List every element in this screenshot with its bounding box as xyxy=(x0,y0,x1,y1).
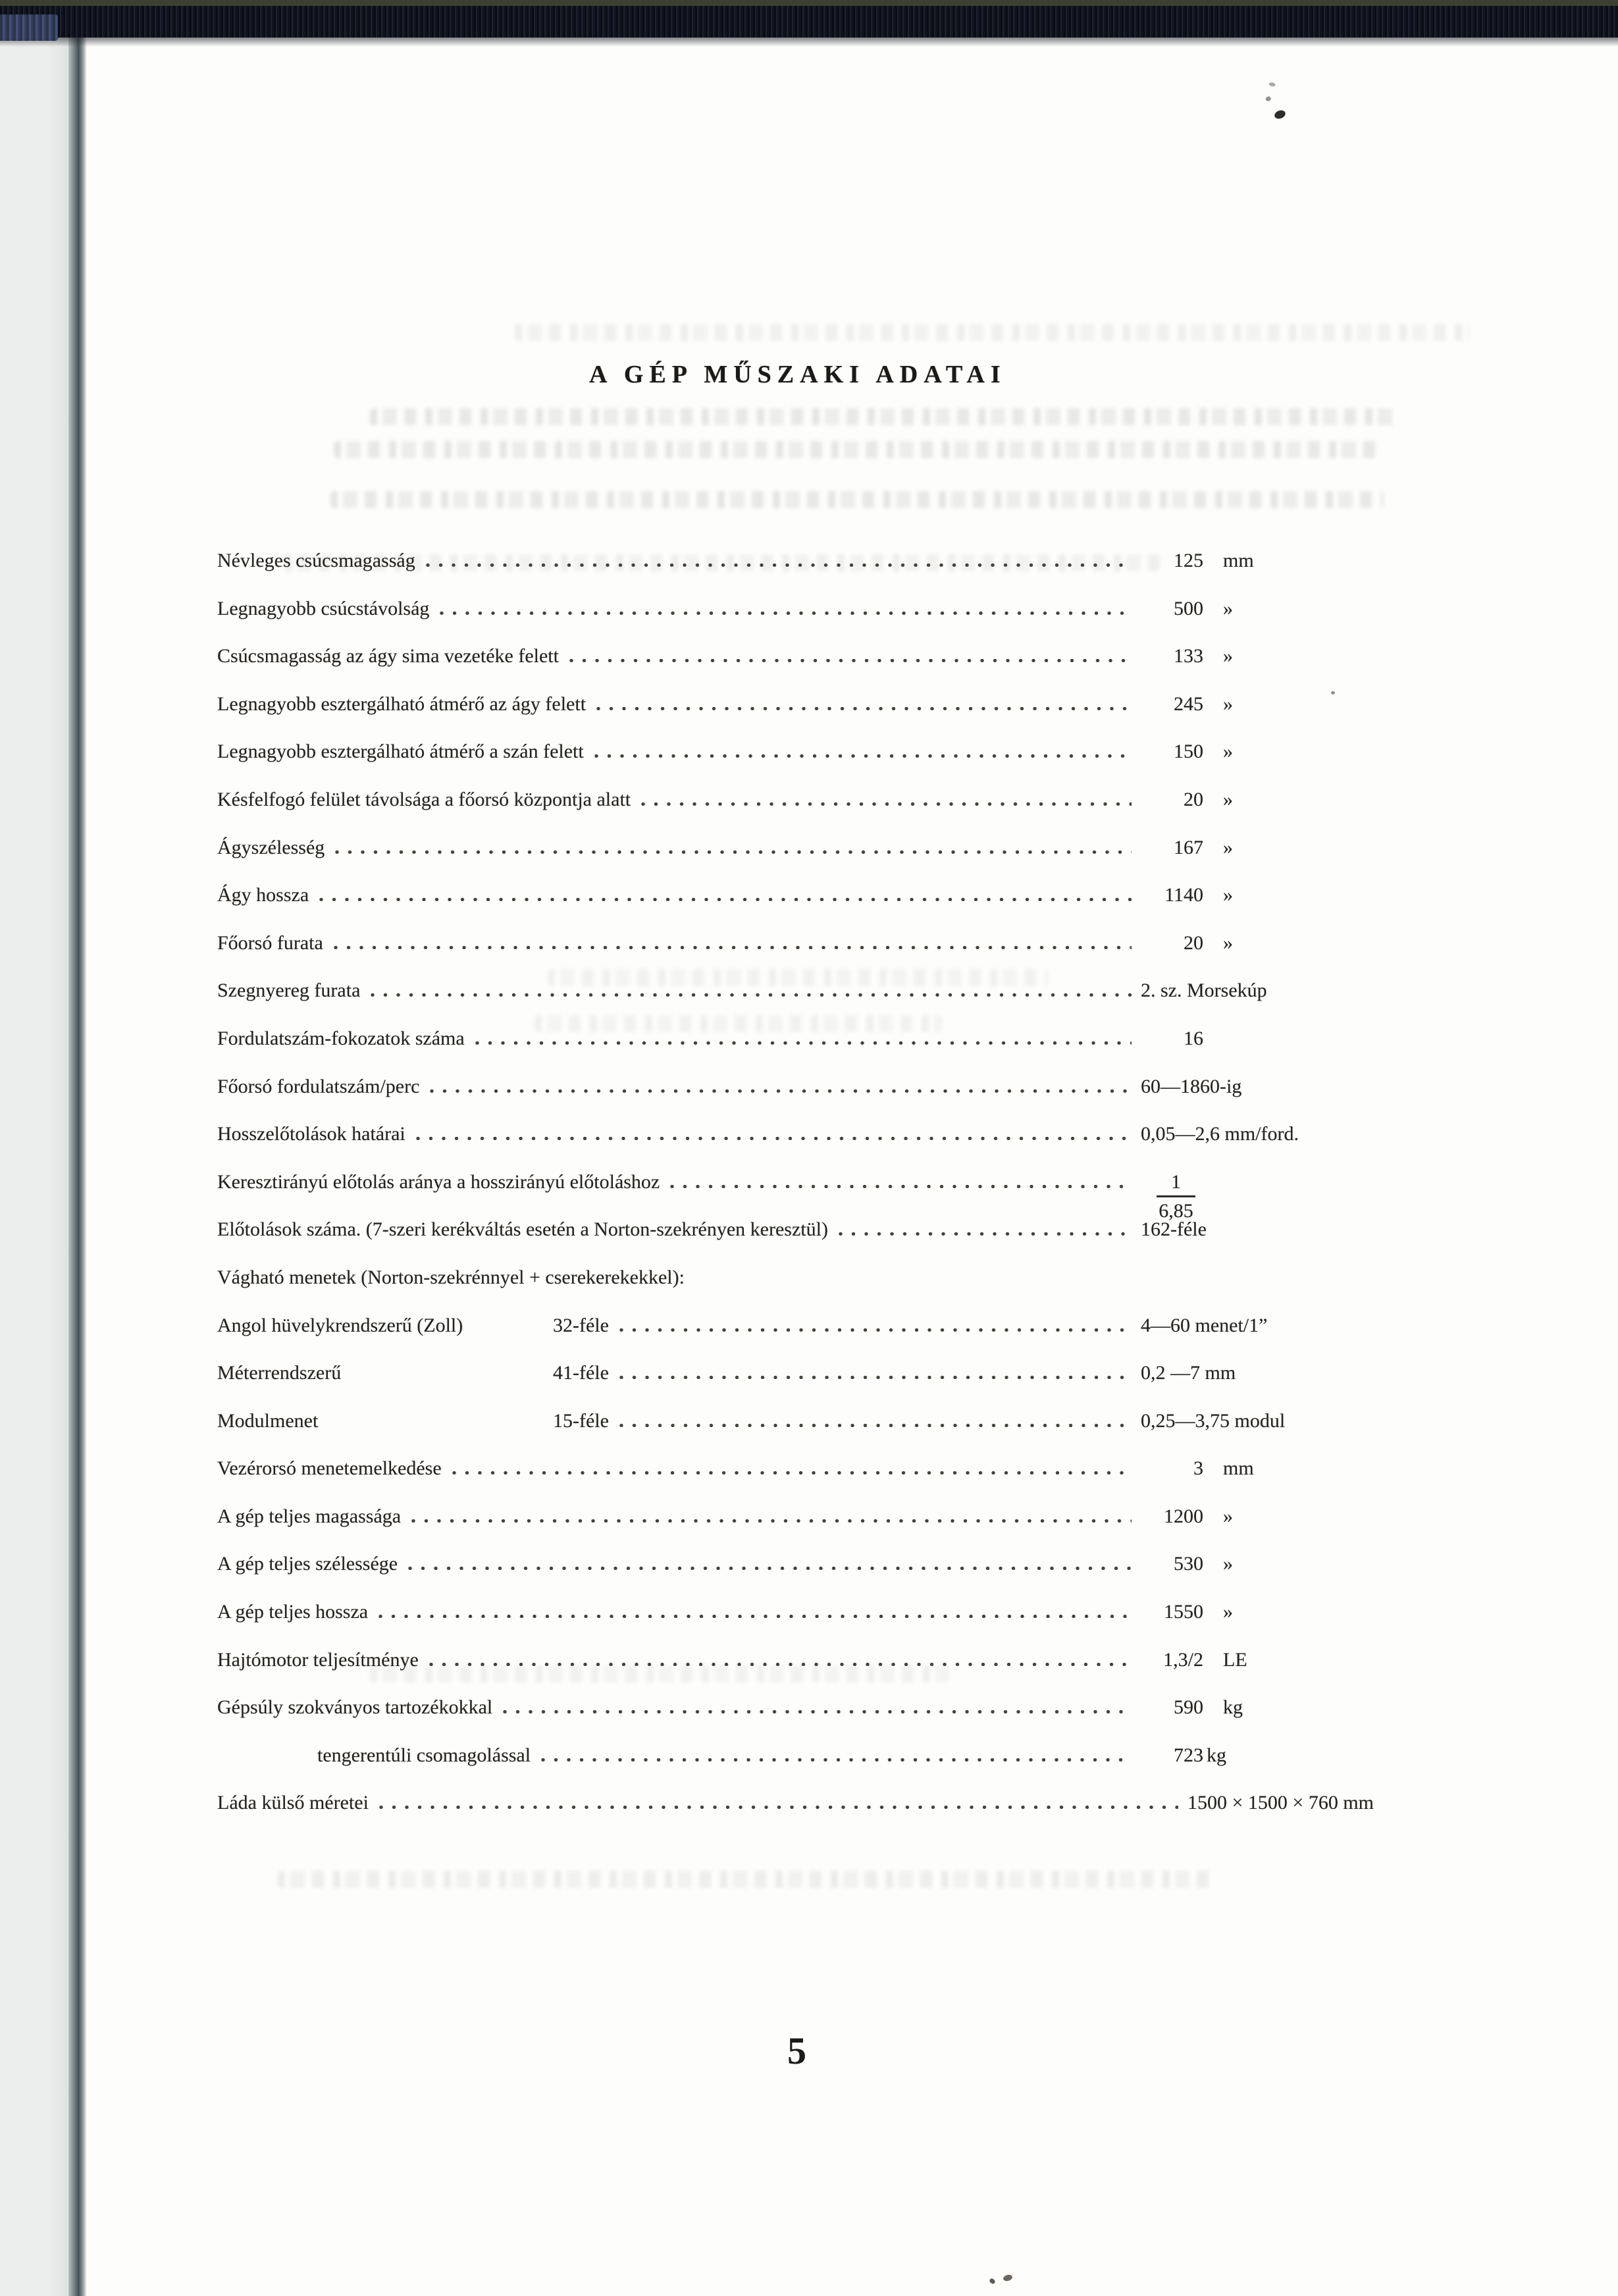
spec-row xyxy=(217,1015,1425,1063)
ink-smudge xyxy=(1331,691,1335,694)
dotted-leader xyxy=(619,1328,1132,1332)
spec-count: 41-féle xyxy=(553,1362,609,1384)
spec-label: Hajtómotor teljesítménye xyxy=(217,1648,419,1671)
dotted-leader xyxy=(475,1041,1132,1045)
spec-value-number: 20 xyxy=(1184,931,1203,954)
spec-label: Csúcsmagasság az ágy sima vezetéke felett xyxy=(217,645,559,667)
spec-value-unit: » xyxy=(1223,645,1233,667)
dotted-leader xyxy=(416,1137,1132,1140)
spec-label: Vágható menetek (Norton-szekrénnyel + cserekerekekkel): xyxy=(217,1266,685,1288)
spec-value xyxy=(1141,1015,1425,1063)
spec-row xyxy=(217,1063,1425,1111)
spec-value xyxy=(1141,1540,1425,1588)
spec-label: Ágyszélesség xyxy=(217,836,325,858)
page-stack-edge xyxy=(0,38,68,2296)
spec-row xyxy=(217,1254,1425,1302)
spec-label: Vezérorsó menetemelkedése xyxy=(217,1457,442,1480)
dotted-leader xyxy=(426,563,1132,567)
bleedthrough-artifact xyxy=(370,408,1397,425)
dotted-leader xyxy=(594,754,1132,758)
bleedthrough-artifact xyxy=(278,1871,1213,1888)
dotted-leader xyxy=(619,1424,1132,1427)
spec-label: Ágy hossza xyxy=(217,884,309,906)
spec-label: Láda külső méretei xyxy=(217,1792,369,1814)
spec-row xyxy=(217,872,1425,920)
spec-value-unit: » xyxy=(1223,741,1233,763)
spec-value: 162-féle xyxy=(1141,1218,1207,1241)
spec-value-unit: kg xyxy=(1223,1696,1243,1719)
dotted-leader xyxy=(596,707,1132,710)
fraction-numerator: 1 xyxy=(1157,1171,1195,1197)
spec-value-unit: mm xyxy=(1223,550,1254,571)
spec-value: 0,2 —7 mm xyxy=(1141,1362,1236,1384)
spec-value-unit: » xyxy=(1223,1553,1233,1575)
spec-value-unit: » xyxy=(1223,884,1233,906)
spec-row xyxy=(217,681,1425,729)
book-cover-corner xyxy=(0,14,58,41)
bleedthrough-artifact xyxy=(515,324,1469,341)
dotted-leader xyxy=(335,850,1132,854)
spec-value-unit: » xyxy=(1223,1601,1233,1623)
dotted-leader xyxy=(569,659,1132,662)
spec-row xyxy=(217,1445,1425,1493)
bleedthrough-artifact xyxy=(334,441,1377,458)
spec-value xyxy=(1141,585,1425,633)
spec-row xyxy=(217,1779,1425,1827)
spec-row xyxy=(217,1349,1425,1397)
dotted-leader xyxy=(319,898,1132,901)
spec-value-unit: » xyxy=(1223,836,1233,858)
bleedthrough-artifact xyxy=(330,491,1384,508)
spec-row xyxy=(217,1493,1425,1541)
spec-label: A gép teljes magassága xyxy=(217,1505,402,1527)
spec-row xyxy=(217,633,1425,681)
spec-value-number: 20 xyxy=(1184,788,1203,810)
dotted-leader xyxy=(641,802,1132,806)
spec-value: 2. sz. Morsekúp xyxy=(1141,979,1267,1002)
spec-label: Főorsó fordulatszám/perc xyxy=(217,1075,420,1097)
spec-value-number: 590 xyxy=(1174,1696,1203,1719)
spec-value: 4—60 menet/1” xyxy=(1141,1314,1268,1336)
spec-value-unit: LE xyxy=(1223,1648,1247,1671)
dotted-leader xyxy=(619,1376,1132,1379)
spec-label: A gép teljes hossza xyxy=(217,1601,369,1623)
spec-value xyxy=(1141,1493,1425,1541)
spec-row xyxy=(217,920,1425,968)
spec-row xyxy=(217,1302,1425,1350)
spec-row xyxy=(217,1110,1425,1159)
dotted-leader xyxy=(379,1806,1178,1809)
spec-label: Szegnyereg furata xyxy=(217,979,361,1002)
spec-label: Főorsó furata xyxy=(217,931,323,954)
spec-value-unit: kg xyxy=(1207,1744,1226,1766)
page-number: 5 xyxy=(787,2029,806,2072)
spec-value-number: 16 xyxy=(1184,1027,1203,1049)
spec-label: tengerentúli csomagolással xyxy=(317,1744,531,1766)
spec-row xyxy=(217,585,1425,633)
spec-row xyxy=(217,1397,1425,1446)
spec-value xyxy=(1141,728,1425,776)
dotted-leader xyxy=(670,1185,1132,1188)
spec-value xyxy=(1141,872,1425,920)
spec-row xyxy=(217,824,1425,872)
spec-row xyxy=(217,776,1425,824)
spec-label: Gépsúly szokványos tartozékokkal xyxy=(217,1696,493,1719)
spec-label: Hosszelőtolások határai xyxy=(217,1123,405,1145)
spec-value-unit: » xyxy=(1223,788,1233,810)
dotted-leader xyxy=(378,1615,1132,1618)
spec-label: Méterrendszerű xyxy=(217,1362,342,1384)
spec-value-number: 245 xyxy=(1174,692,1203,715)
dotted-leader xyxy=(411,1519,1132,1523)
dotted-leader xyxy=(371,993,1132,997)
spec-label: Fordulatszám-fokozatok száma xyxy=(217,1027,465,1049)
spec-label: Késfelfogó felület távolsága a főorsó központja alatt xyxy=(217,788,631,810)
spec-row xyxy=(217,1732,1425,1780)
page-edge-shadow xyxy=(68,36,87,2296)
dotted-leader xyxy=(452,1471,1132,1474)
spec-value-number: 3 xyxy=(1193,1457,1203,1480)
spec-value xyxy=(1141,776,1425,824)
spec-row xyxy=(217,728,1425,776)
spec-label: Keresztirányú előtolás aránya a hosszirányú előtoláshoz xyxy=(217,1170,660,1193)
spec-row xyxy=(217,537,1425,585)
spec-value-number: 500 xyxy=(1174,597,1203,619)
spec-value xyxy=(1141,920,1425,968)
page-title: A GÉP MŰSZAKI ADATAI xyxy=(589,361,1006,389)
spec-label: Névleges csúcsmagasság xyxy=(217,550,415,571)
spec-row xyxy=(217,1684,1425,1732)
spec-row xyxy=(217,1159,1425,1222)
spec-label: Modulmenet xyxy=(217,1409,319,1432)
spec-value-number: 133 xyxy=(1174,645,1203,667)
spec-label: A gép teljes szélessége xyxy=(217,1553,398,1575)
dotted-leader xyxy=(541,1758,1132,1761)
spec-row xyxy=(217,1206,1425,1254)
spec-value: 0,25—3,75 modul xyxy=(1141,1409,1286,1432)
dotted-leader xyxy=(440,612,1132,615)
spec-value xyxy=(1141,537,1425,585)
spec-value-unit: » xyxy=(1223,1505,1233,1527)
spec-label: Legnagyobb esztergálható átmérő az ágy felett xyxy=(217,692,587,715)
spec-value xyxy=(1141,681,1425,729)
spec-value-unit: mm xyxy=(1223,1457,1254,1480)
spec-value xyxy=(1141,1732,1425,1780)
spec-label: Legnagyobb csúcstávolság xyxy=(217,597,430,619)
spec-label: Angol hüvelykrendszerű (Zoll) xyxy=(217,1314,463,1336)
book-cover-band xyxy=(0,0,1618,38)
spec-value-number: 1140 xyxy=(1164,884,1203,906)
spec-value-number: 1,3/2 xyxy=(1163,1648,1203,1671)
dotted-leader xyxy=(503,1710,1132,1713)
spec-value-number: 723 xyxy=(1174,1744,1203,1766)
spec-count: 32-féle xyxy=(553,1314,609,1336)
spec-row xyxy=(217,1540,1425,1588)
spec-value xyxy=(1141,1445,1425,1493)
spec-value-number: 530 xyxy=(1174,1553,1203,1575)
spec-value xyxy=(1141,1588,1425,1636)
spec-value-number: 167 xyxy=(1174,836,1203,858)
dotted-leader xyxy=(429,1663,1132,1666)
spec-value-number: 1550 xyxy=(1164,1601,1203,1623)
spec-label: Előtolások száma. (7-szeri kerékváltás esetén a Norton-szekrényen keresztül) xyxy=(217,1218,828,1241)
dotted-leader xyxy=(839,1232,1132,1236)
spec-count: 15-féle xyxy=(553,1409,609,1432)
spec-value-number: 1200 xyxy=(1164,1505,1203,1527)
dotted-leader xyxy=(430,1089,1132,1093)
spec-value-unit: » xyxy=(1223,692,1233,715)
dotted-leader xyxy=(408,1567,1132,1570)
spec-value-number: 150 xyxy=(1174,741,1203,763)
spec-value: 60—1860-ig xyxy=(1141,1075,1242,1097)
spec-row xyxy=(217,967,1425,1015)
spec-row xyxy=(217,1588,1425,1636)
spec-value-number: 125 xyxy=(1174,550,1203,571)
spec-label: Legnagyobb esztergálható átmérő a szán felett xyxy=(217,741,584,763)
spec-row xyxy=(217,1636,1425,1684)
spec-value xyxy=(1141,1636,1425,1684)
spec-value: 1500 × 1500 × 760 mm xyxy=(1187,1792,1374,1814)
spec-table xyxy=(217,537,1425,1827)
spec-value: 0,05—2,6 mm/ford. xyxy=(1141,1123,1299,1145)
spec-value-unit: » xyxy=(1223,931,1233,954)
spec-value xyxy=(1141,1684,1425,1732)
spec-value-unit: » xyxy=(1223,597,1233,619)
fraction-denominator: 6,85 xyxy=(1159,1199,1193,1222)
spec-value xyxy=(1141,824,1425,872)
spec-value xyxy=(1141,633,1425,681)
dotted-leader xyxy=(334,946,1132,949)
